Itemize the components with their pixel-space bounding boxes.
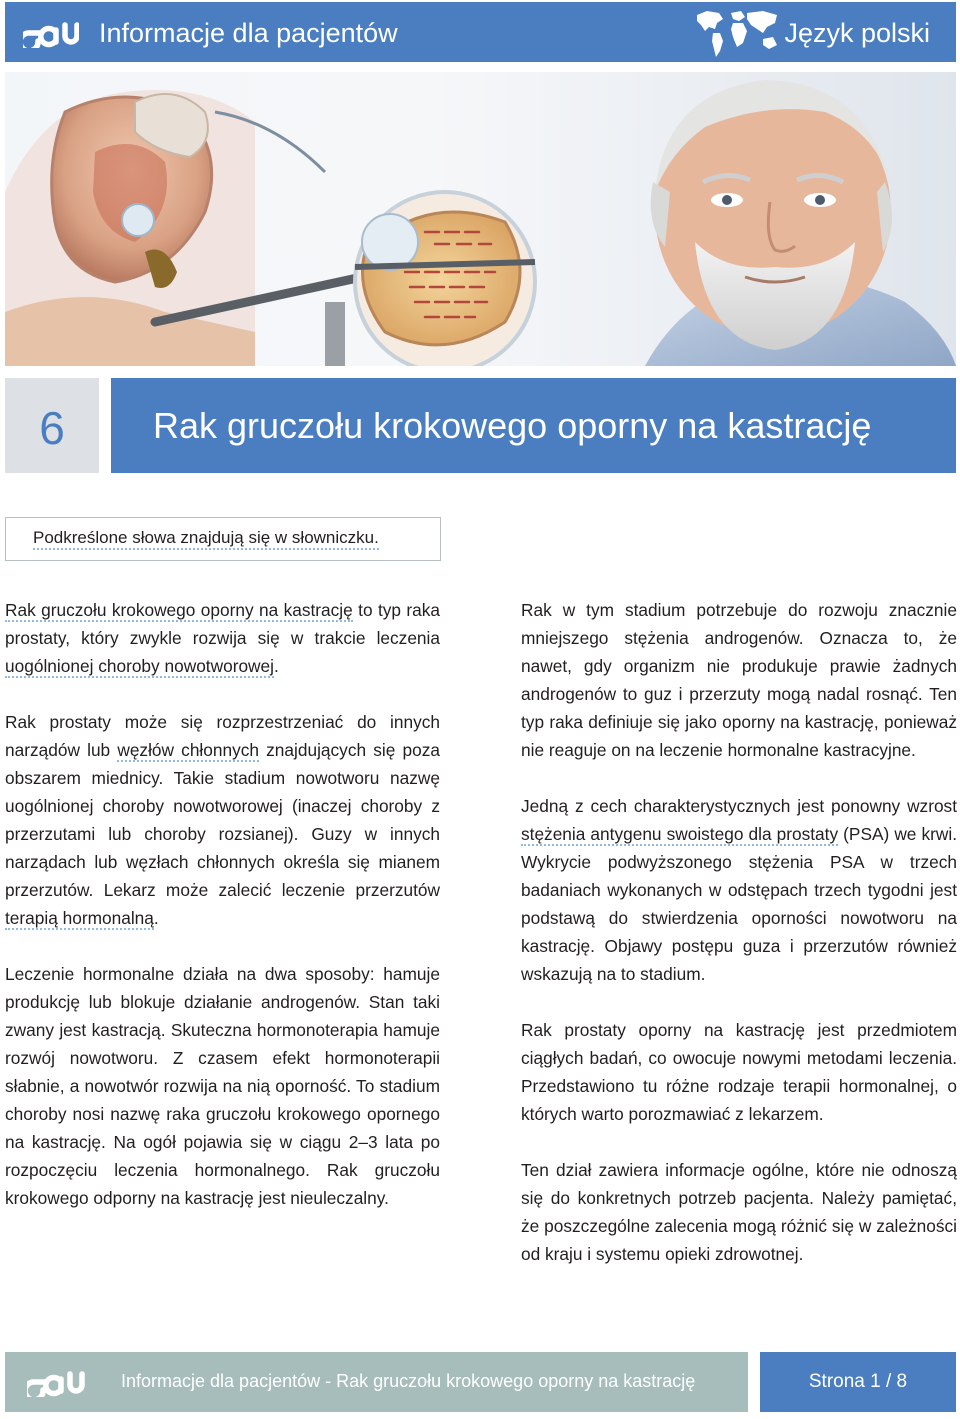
language-label: Język polski (784, 18, 930, 48)
paragraph: Rak prostaty oporny na kastrację jest przedmiotem ciągłych badań, co owocuje nowymi metodami leczenia. Przedstawiono tu różne rodzaje terapii hormonalnej, o których warto porozmawiać z lekarzem. (521, 1020, 957, 1124)
paragraph: Leczenie hormonalne działa na dwa sposoby: hamuje produkcję lub blokuje działanie androgenów. Stan taki zwany jest kastracją. Skuteczna hormonoterapia hamuje rozwój nowotworu. Z czasem efekt hormonoterapii słabnie, a nowotwór rozwija na nią oporność. To stadium choroby nosi nazwę raka gruczołu krokowego opornego na kastrację. Na ogół pojawia się w ciągu 2–3 lata po rozpoczęciu leczenia hormonalnego. Rak gruczołu krokowego odporny na kastrację jest nieuleczalny. (5, 964, 440, 1208)
page-number: Strona 1 / 8 (808, 1371, 908, 1392)
eau-logo (23, 18, 79, 48)
glossary-term[interactable]: uogólnionej choroby nowotworowej (5, 656, 274, 676)
header-title: Informacje dla pacjentów (99, 18, 398, 48)
paragraph: Rak prostaty może się rozprzestrzeniać do innych narządów lub węzłów chłonnych znajdujących się poza obszarem miednicy. Takie stadium nowotworu nazwę uogólnionej choroby nowotworowej (inaczej choroby z przerzutami lub choroby rozsianej). Guzy w innych narządach lub węzłach chłonnych określa się mianem przerzutów. Lekarz może zalecić leczenie przerzutów terapią hormonalną. (5, 712, 440, 928)
footer-bar (5, 1352, 748, 1412)
glossary-term[interactable]: stężenia antygenu swoistego dla prostaty (521, 824, 839, 844)
page-indicator (760, 1352, 956, 1412)
prostate-anatomy-illustration (5, 72, 956, 366)
eau-logo (27, 1367, 85, 1397)
glossary-note-box (5, 517, 441, 561)
paragraph: Jedną z cech charakterystycznych jest ponowny wzrost stężenia antygenu swoistego dla prostaty (PSA) we krwi. Wykrycie podwyższonego stężenia PSA w trzech badaniach wykonanych w odstępach trzech tygodni jest podstawą do stwierdzenia oporności nowotworu na kastrację. Objawy postępu guza i przerzutów również wskazują na to stadium. (521, 796, 957, 984)
left-column (5, 596, 440, 1240)
chapter-number: 6 (39, 402, 65, 454)
hero-image (5, 72, 956, 366)
glossary-term[interactable]: Rak gruczołu krokowego oporny na kastrację (5, 600, 353, 620)
paragraph: Rak gruczołu krokowego oporny na kastrację to typ raka prostaty, który zwykle rozwija się w trakcie leczenia uogólnionej choroby nowotworowej. (5, 600, 440, 676)
world-map-icon (693, 7, 781, 59)
chapter-title: Rak gruczołu krokowego oporny na kastrację (153, 405, 872, 446)
header-bar (5, 2, 956, 62)
elderly-man-photo (645, 80, 956, 366)
paragraph: Rak w tym stadium potrzebuje do rozwoju znacznie mniejszego stężenia androgenów. Oznacza to, że nawet, gdy organizm nie produkuje prawie żadnych androgenów to guz i przerzuty mogą nadal rosnąć. Ten typ raka definiuje się jako oporny na kastrację, ponieważ nie reaguje on na leczenie hormonalne kastracyjne. (521, 600, 957, 760)
right-column (521, 596, 957, 1296)
glossary-note: Podkreślone słowa znajdują się w słowniczku. (33, 528, 379, 550)
glossary-term[interactable]: węzłów chłonnych (117, 740, 259, 760)
footer-title: Informacje dla pacjentów - Rak gruczołu krokowego oporny na kastrację (121, 1371, 696, 1391)
paragraph: Ten dział zawiera informacje ogólne, które nie odnoszą się do konkretnych potrzeb pacjenta. Należy pamiętać, że poszczególne zalecenia mogą różnić się w zależności od kraju i systemu opieki zdrowotnej. (521, 1160, 957, 1264)
glossary-term[interactable]: terapią hormonalną (5, 908, 154, 928)
chapter-title-box (111, 378, 956, 473)
chapter-number-box (5, 378, 99, 473)
